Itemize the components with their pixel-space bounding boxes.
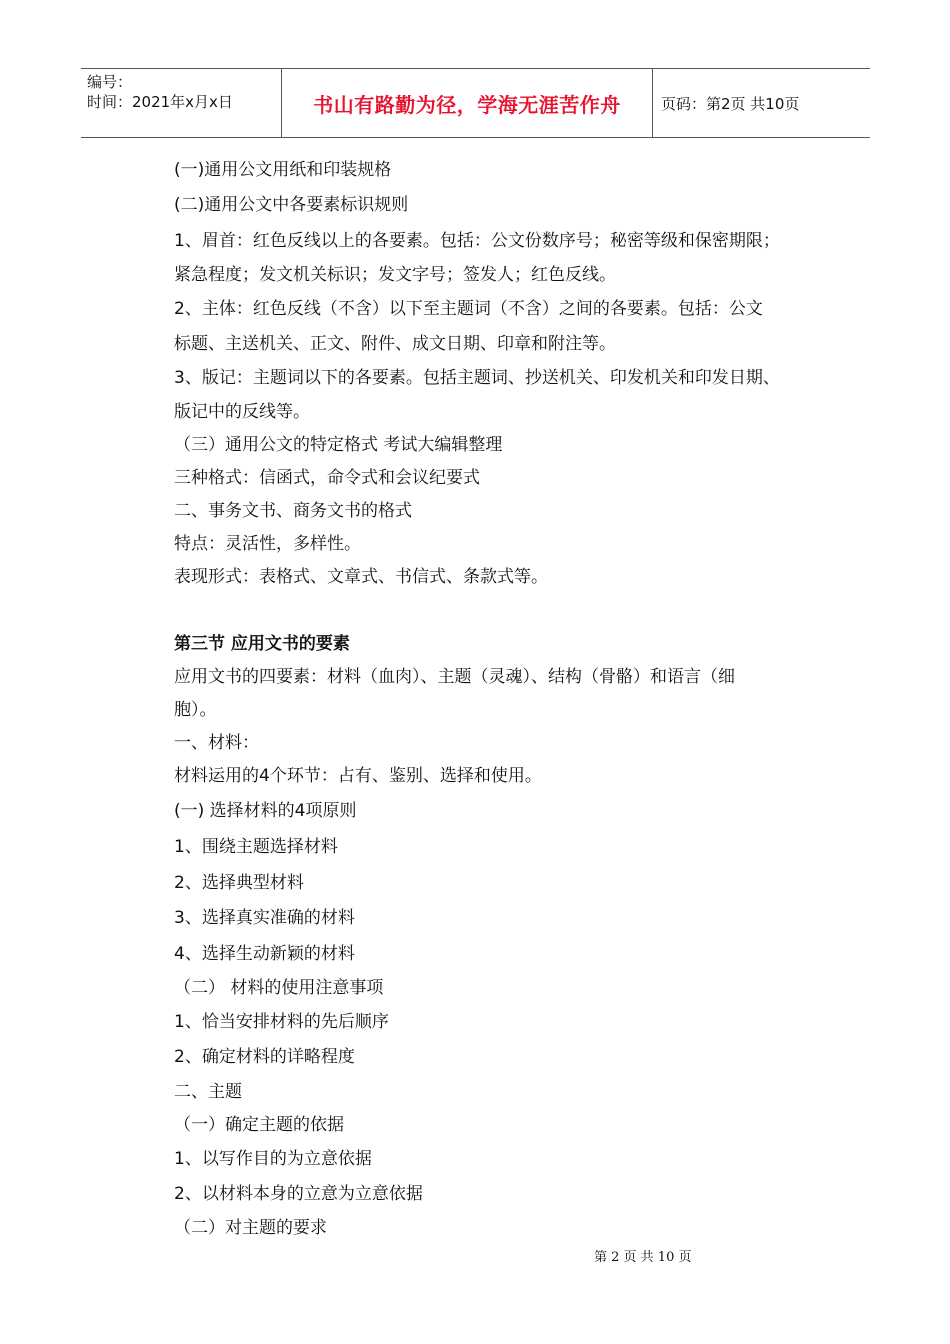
body-line: 标题、主送机关、正文、附件、成文日期、印章和附注等。 bbox=[174, 334, 616, 354]
body-line: 2、确定材料的详略程度 bbox=[174, 1047, 355, 1067]
body-line: 2、以材料本身的立意为立意依据 bbox=[174, 1184, 423, 1204]
body-line: 二、主题 bbox=[174, 1082, 242, 1102]
document-number: 编号： bbox=[87, 73, 133, 91]
body-line: 3、版记：主题词以下的各要素。包括主题词、抄送机关、印发机关和印发日期、 bbox=[174, 368, 780, 388]
body-line: 1、以写作目的为立意依据 bbox=[174, 1149, 372, 1169]
header-page-cell bbox=[653, 69, 870, 137]
body-line: （二）对主题的要求 bbox=[174, 1218, 327, 1238]
header-motto: 书山有路勤为径，学海无涯苦作舟 bbox=[313, 92, 621, 117]
body-line: 胞）。 bbox=[174, 700, 217, 720]
body-line: 版记中的反线等。 bbox=[174, 402, 310, 422]
document-time: 时间：2021年x月x日 bbox=[87, 93, 233, 111]
body-line: 1、眉首：红色反线以上的各要素。包括：公文份数序号；秘密等级和保密期限； bbox=[174, 231, 780, 251]
body-line: 二、事务文书、商务文书的格式 bbox=[174, 501, 412, 521]
body-line: （三）通用公文的特定格式 考试大编辑整理 bbox=[174, 435, 503, 455]
body-line: 表现形式：表格式、文章式、书信式、条款式等。 bbox=[174, 567, 548, 587]
body-line: 一、材料： bbox=[174, 733, 259, 753]
body-line: 3、选择真实准确的材料 bbox=[174, 908, 355, 928]
body-line: （二） 材料的使用注意事项 bbox=[174, 978, 384, 998]
body-line: 紧急程度；发文机关标识；发文字号；签发人；红色反线。 bbox=[174, 265, 616, 285]
header-motto-cell bbox=[282, 69, 653, 137]
header-meta bbox=[81, 69, 282, 137]
body-line: 特点：灵活性，多样性。 bbox=[174, 534, 361, 554]
section-heading: 第三节 应用文书的要素 bbox=[174, 634, 350, 654]
body-line: (一)通用公文用纸和印装规格 bbox=[174, 160, 392, 180]
body-line: 三种格式：信函式，命令式和会议纪要式 bbox=[174, 468, 480, 488]
body-line: 应用文书的四要素：材料（血肉）、主题（灵魂）、结构（骨骼）和语言（细 bbox=[174, 667, 735, 687]
page-header bbox=[81, 68, 870, 138]
body-line: 材料运用的4个环节：占有、鉴别、选择和使用。 bbox=[174, 766, 542, 786]
body-line: 1、恰当安排材料的先后顺序 bbox=[174, 1012, 389, 1032]
body-line: 1、围绕主题选择材料 bbox=[174, 837, 338, 857]
body-line: (二)通用公文中各要素标识规则 bbox=[174, 195, 409, 215]
body-line: （一）确定主题的依据 bbox=[174, 1115, 344, 1135]
body-line: 2、主体：红色反线（不含）以下至主题词（不含）之间的各要素。包括：公文 bbox=[174, 299, 763, 319]
page-footer: 第 2 页 共 10 页 bbox=[594, 1250, 692, 1265]
header-page-number: 页码：第2页 共10页 bbox=[661, 94, 800, 113]
body-line: 2、选择典型材料 bbox=[174, 873, 304, 893]
body-line: 4、选择生动新颖的材料 bbox=[174, 944, 355, 964]
body-line: (一) 选择材料的4项原则 bbox=[174, 801, 357, 821]
